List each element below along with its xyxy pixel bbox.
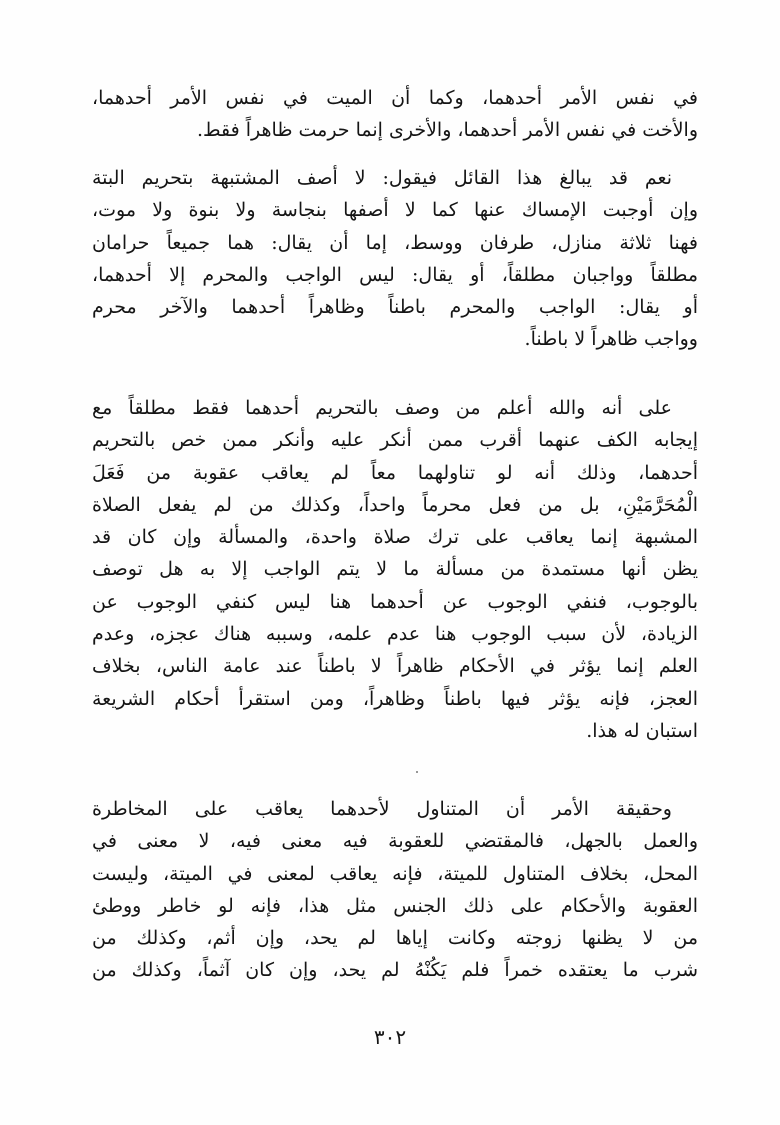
text-line: فهنا ثلاثة منازل، طرفان ووسط، إما أن يقال: هما جميعاً حرامان bbox=[92, 231, 698, 254]
text-line: على أنه والله أعلم من وصف بالتحريم أحدهما فقط مطلقاً مع bbox=[92, 397, 672, 419]
text-line: يظن أنها مستمدة من مسألة ما لا يتم الواجب إلا به هل توصف bbox=[92, 558, 698, 581]
paragraph-2 bbox=[92, 162, 698, 356]
text-line: وحقيقة الأمر أن المتناول لأحدهما يعاقب على المخاطرة bbox=[92, 798, 672, 820]
scan-speck bbox=[416, 771, 418, 773]
text-line: المحل، بخلاف المتناول للميتة، فإنه يعاقب لمعنى في الميتة، وليست bbox=[92, 862, 698, 885]
text-line: إيجابه الكف عنهما أقرب ممن أنكر عليه وأنكر ممن خص بالتحريم bbox=[92, 429, 698, 452]
text-line: مطلقاً وواجبان مطلقاً، أو يقال: ليس الواجب والمحرم إلا أحدهما، bbox=[92, 263, 698, 286]
text-line: شرب ما يعتقده خمراً فلم يَكُنْهُ لم يحد، وإن كان آثماً، وكذلك من bbox=[92, 959, 698, 982]
text-line: الْمُحَرَّمَيْنِ، بل من فعل محرماً واحداً، وكذلك من لم يفعل الصلاة bbox=[92, 493, 698, 516]
text-line: وإن أوجبت الإمساك عنها كما لا أصفها بنجاسة ولا بنوة ولا موت، bbox=[92, 199, 698, 222]
text-line: العقوبة والأحكام على ذلك الجنس مثل هذا، فإنه لو خاطر ووطئ bbox=[92, 894, 698, 917]
text-line: وواجب ظاهراً لا باطناً. bbox=[524, 328, 698, 351]
text-line: بالوجوب، فنفي الوجوب عن أحدهما هنا ليس كنفي الوجوب عن bbox=[92, 590, 698, 613]
paragraph-1 bbox=[92, 82, 698, 147]
text-line: في نفس الأمر أحدهما، وكما أن الميت في نفس الأمر أحدهما، bbox=[92, 87, 698, 109]
text-line: الزيادة، لأن سبب الوجوب هنا عدم علمه، وسببه هناك عجزه، وعدم bbox=[92, 623, 698, 646]
text-line: والعمل بالجهل، فالمقتضي للعقوبة فيه معنى فيه، لا معنى في bbox=[92, 830, 698, 853]
text-line: من لا يظنها زوجته وكانت إياها لم يحد، وإن أثم، وكذلك من bbox=[92, 927, 698, 950]
text-line: أو يقال: الواجب والمحرم باطناً وظاهراً أحدهما والآخر محرم bbox=[92, 296, 698, 319]
text-line: العجز، فإنه يؤثر فيها باطناً وظاهراً، ومن استقرأ أحكام الشريعة bbox=[92, 687, 698, 710]
text-line: العلم إنما يؤثر في الأحكام ظاهراً لا باطناً عند عامة الناس، بخلاف bbox=[92, 655, 698, 678]
text-line: والأخت في نفس الأمر أحدهما، والأخرى إنما حرمت ظاهراً فقط. bbox=[196, 119, 698, 142]
text-line: أحدهما، وذلك أنه لو تناولهما معاً لم يعاقب عقوبة من فَعَلَ bbox=[92, 461, 698, 484]
page-number: ٣٠٢ bbox=[373, 1025, 407, 1049]
text-line: المشبهة إنما يعاقب على ترك صلاة واحدة، والمسألة وإن كان قد bbox=[92, 526, 698, 549]
paragraph-3 bbox=[92, 392, 698, 747]
text-line: استبان له هذا. bbox=[586, 719, 698, 742]
text-line: نعم قد يبالغ هذا القائل فيقول: لا أصف المشتبهة بتحريم البتة bbox=[92, 167, 672, 189]
paragraph-4 bbox=[92, 793, 698, 987]
